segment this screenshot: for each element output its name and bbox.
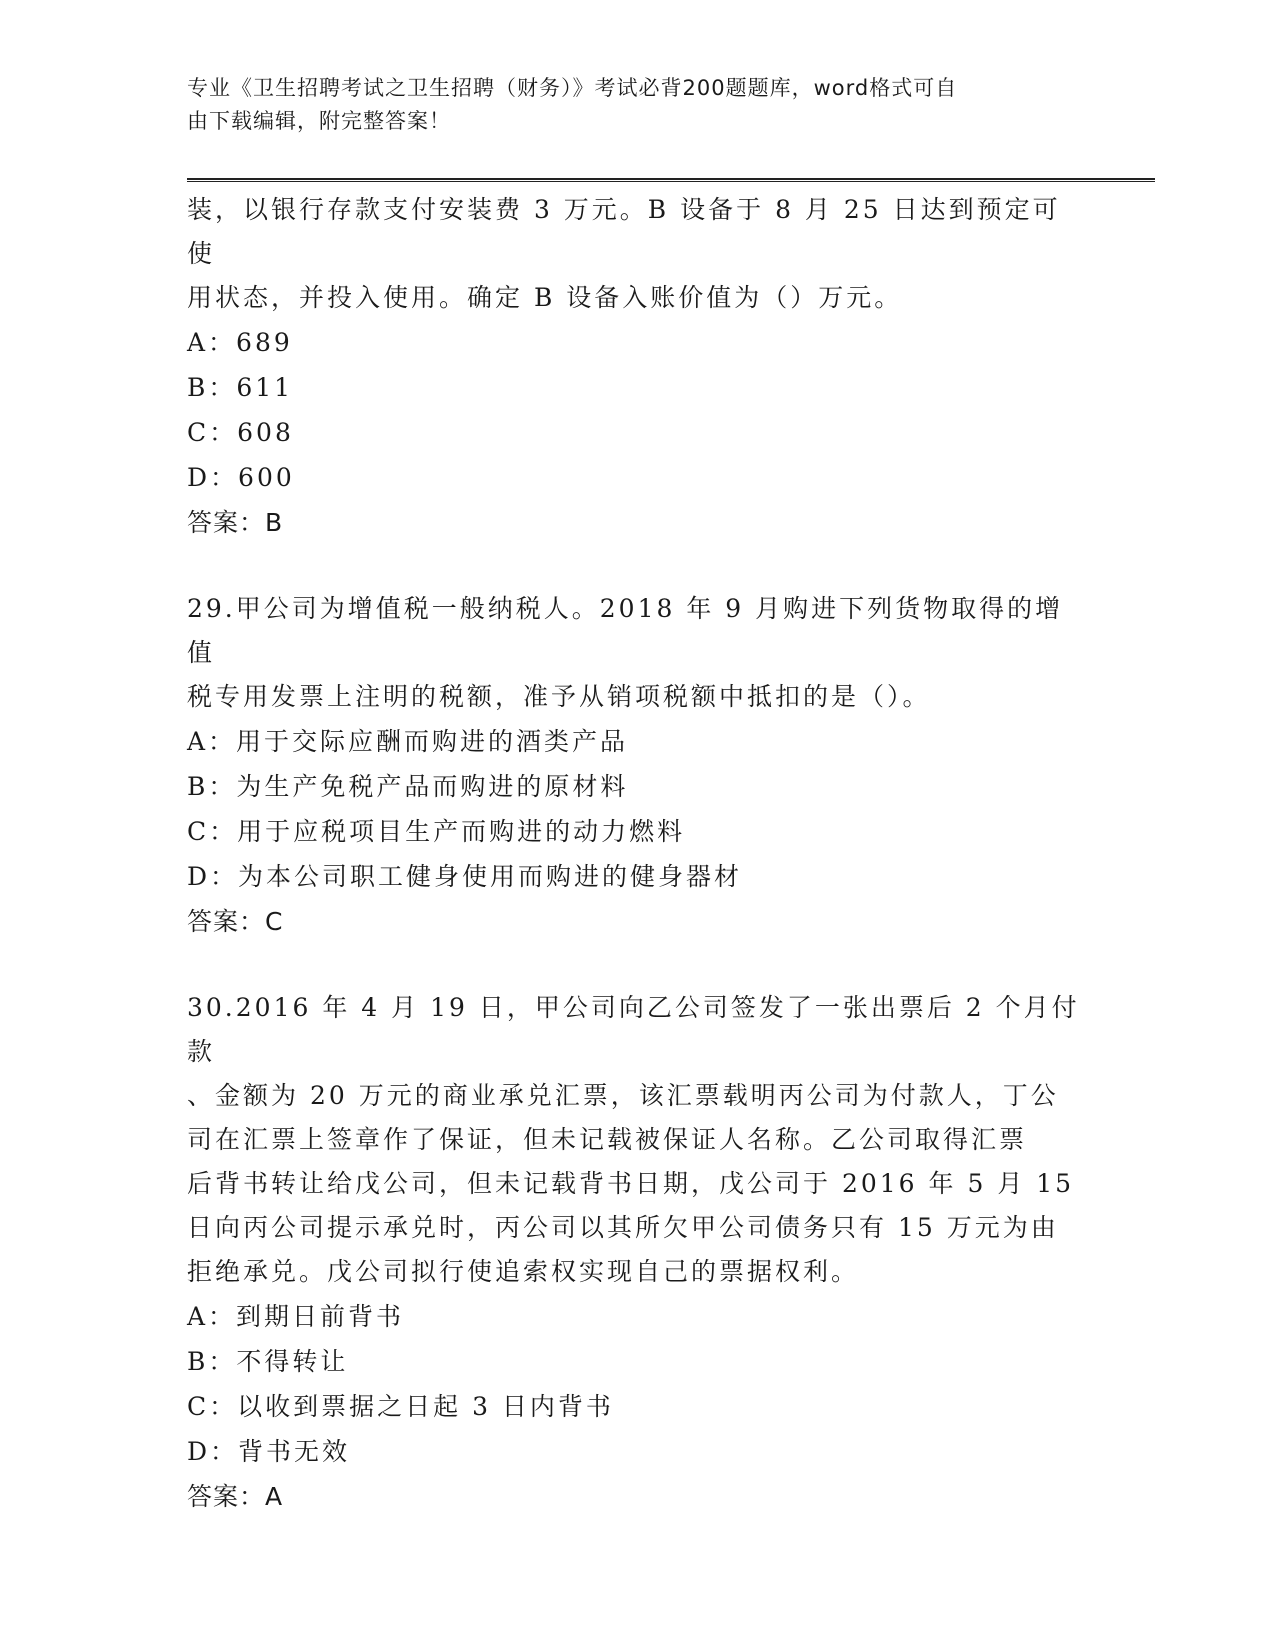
option-a: A：689 [187, 328, 293, 357]
option-b: B：611 [187, 373, 294, 402]
spacer [187, 545, 1087, 587]
question-item [187, 188, 1087, 545]
header-divider [187, 178, 1155, 182]
question-text: 29.甲公司为增值税一般纳税人。2018 年 9 月购进下列货物取得的增值 [187, 594, 1064, 667]
question-list [187, 188, 1087, 1519]
option-a: A：到期日前背书 [187, 1302, 405, 1331]
answer-line: 答案：A [187, 1482, 284, 1511]
question-text: 用状态，并投入使用。确定 B 设备入账价值为（）万元。 [187, 283, 903, 312]
header-line: 专业《卫生招聘考试之卫生招聘（财务）》考试必背200题题库，word格式可自 [187, 76, 958, 100]
option-c: C：用于应税项目生产而购进的动力燃料 [187, 817, 686, 846]
page-header [187, 72, 1067, 138]
question-text: 、金额为 20 万元的商业承兑汇票，该汇票载明丙公司为付款人，丁公 [187, 1081, 1059, 1110]
question-text: 30.2016 年 4 月 19 日，甲公司向乙公司签发了一张出票后 2 个月付款 [187, 993, 1080, 1066]
option-d: D：600 [187, 463, 295, 492]
option-c: C：608 [187, 418, 294, 447]
question-text: 日向丙公司提示承兑时，丙公司以其所欠甲公司债务只有 15 万元为由 [187, 1213, 1059, 1242]
question-text: 装，以银行存款支付安装费 3 万元。B 设备于 8 月 25 日达到预定可使 [187, 195, 1061, 268]
question-item [187, 587, 1087, 944]
question-text: 税专用发票上注明的税额，准予从销项税额中抵扣的是（）。 [187, 682, 931, 711]
option-c: C：以收到票据之日起 3 日内背书 [187, 1392, 614, 1421]
question-item [187, 986, 1087, 1519]
answer-line: 答案：B [187, 508, 284, 537]
option-b: B：为生产免税产品而购进的原材料 [187, 772, 629, 801]
spacer [187, 944, 1087, 986]
question-text: 后背书转让给戊公司，但未记载背书日期，戊公司于 2016 年 5 月 15 [187, 1169, 1075, 1198]
question-text: 司在汇票上签章作了保证，但未记载被保证人名称。乙公司取得汇票 [187, 1125, 1028, 1154]
question-text: 拒绝承兑。戊公司拟行使追索权实现自己的票据权利。 [187, 1257, 860, 1286]
option-a: A：用于交际应酬而购进的酒类产品 [187, 727, 629, 756]
header-line: 由下载编辑，附完整答案！ [187, 109, 451, 133]
answer-line: 答案：C [187, 907, 284, 936]
option-b: B：不得转让 [187, 1347, 349, 1376]
option-d: D：为本公司职工健身使用而购进的健身器材 [187, 862, 743, 891]
option-d: D：背书无效 [187, 1437, 351, 1466]
